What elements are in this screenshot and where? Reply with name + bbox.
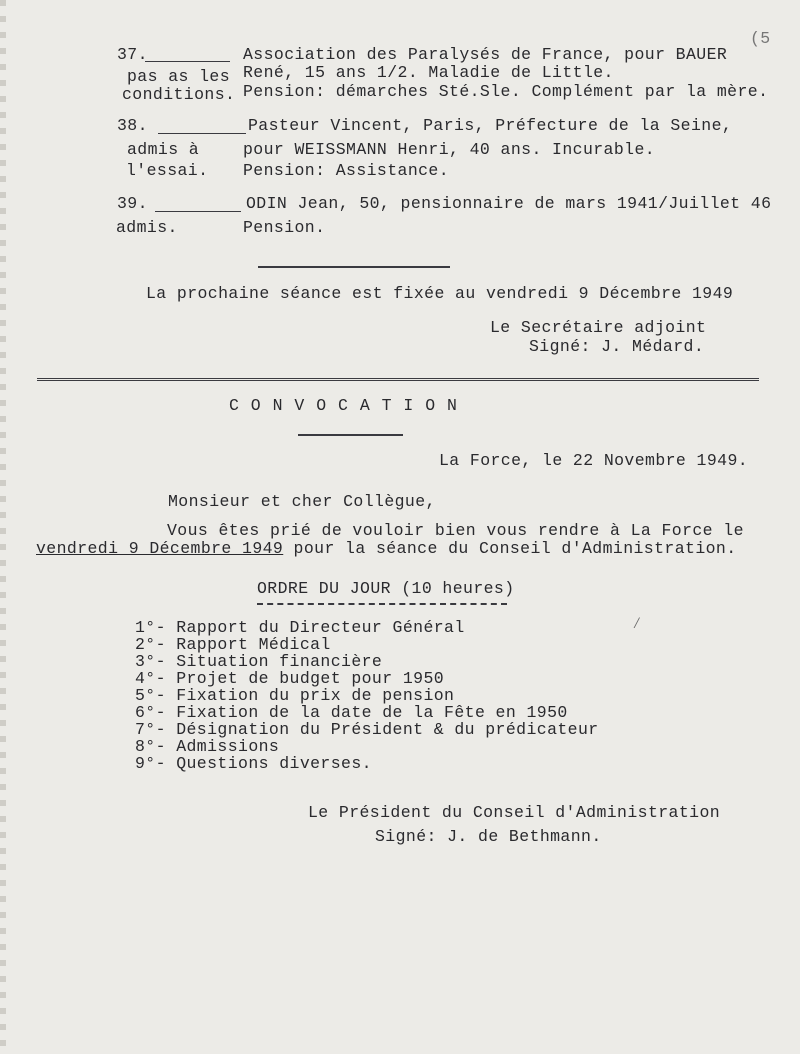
meeting-date-underlined: vendredi 9 Décembre 1949 (36, 539, 284, 558)
place-date: La Force, le 22 Novembre 1949. (439, 451, 749, 470)
next-meeting: La prochaine séance est fixée au vendredi 9 Décembre 1949 (146, 284, 734, 303)
entry-line: ODIN Jean, 50, pensionnaire de mars 1941/Juillet 46 (246, 194, 772, 213)
page-number-mark: (5 (750, 29, 771, 48)
agenda-item: 7°- Désignation du Président & du prédicateur (135, 720, 599, 739)
entry-status: admis à (127, 140, 200, 159)
entry-number-rule (155, 211, 241, 212)
entry-status: admis. (116, 218, 178, 237)
agenda-title-rule (257, 603, 507, 605)
entry-line: Pension: Assistance. (243, 161, 450, 180)
salutation: Monsieur et cher Collègue, (168, 492, 436, 511)
convocation-title: C O N V O C A T I O N (229, 396, 458, 415)
agenda-item: 6°- Fixation de la date de la Fête en 1950 (135, 703, 568, 722)
agenda-item: 2°- Rapport Médical (135, 635, 331, 654)
agenda-item: 3°- Situation financière (135, 652, 383, 671)
entry-number: 39. (117, 194, 148, 213)
entry-status: pas as les (127, 67, 231, 86)
body-line-rest: pour la séance du Conseil d'Administration. (283, 539, 737, 558)
pencil-tick-mark: ⁄ (632, 615, 642, 633)
president-title: Le Président du Conseil d'Administration (308, 803, 721, 822)
entry-line: Pension. (243, 218, 326, 237)
agenda-item: 1°- Rapport du Directeur Général (135, 618, 465, 637)
page-divider (37, 378, 759, 381)
agenda-item: 5°- Fixation du prix de pension (135, 686, 455, 705)
entry-line: René, 15 ans 1/2. Maladie de Little. (243, 63, 614, 82)
body-line-date (36, 540, 737, 558)
entry-line: Association des Paralysés de France, pour BAUER (243, 45, 728, 64)
entry-number-rule (158, 133, 246, 134)
entry-number: 38. (117, 116, 148, 135)
entry-line: pour WEISSMANN Henri, 40 ans. Incurable. (243, 140, 656, 159)
agenda-title: ORDRE DU JOUR (10 heures) (257, 579, 515, 598)
secretary-signature: Signé: J. Médard. (529, 337, 705, 356)
entry-status: l'essai. (126, 161, 209, 180)
convocation-title-rule (298, 434, 403, 436)
agenda-item: 4°- Projet de budget pour 1950 (135, 669, 445, 688)
entry-number: 37. (117, 45, 148, 64)
entry-line: Pasteur Vincent, Paris, Préfecture de la Seine, (248, 116, 733, 135)
agenda-item: 9°- Questions diverses. (135, 754, 372, 773)
section-separator (258, 266, 450, 268)
entry-line: Pension: démarches Sté.Sle. Complément par la mère. (243, 82, 769, 101)
president-signature: Signé: J. de Bethmann. (375, 827, 602, 846)
entry-number-rule (145, 61, 230, 62)
body-line: Vous êtes prié de vouloir bien vous rendre à La Force le (167, 521, 744, 540)
secretary-title: Le Secrétaire adjoint (490, 318, 707, 337)
binding-edge (0, 0, 6, 1054)
agenda-item: 8°- Admissions (135, 737, 280, 756)
entry-status: conditions. (122, 85, 236, 104)
